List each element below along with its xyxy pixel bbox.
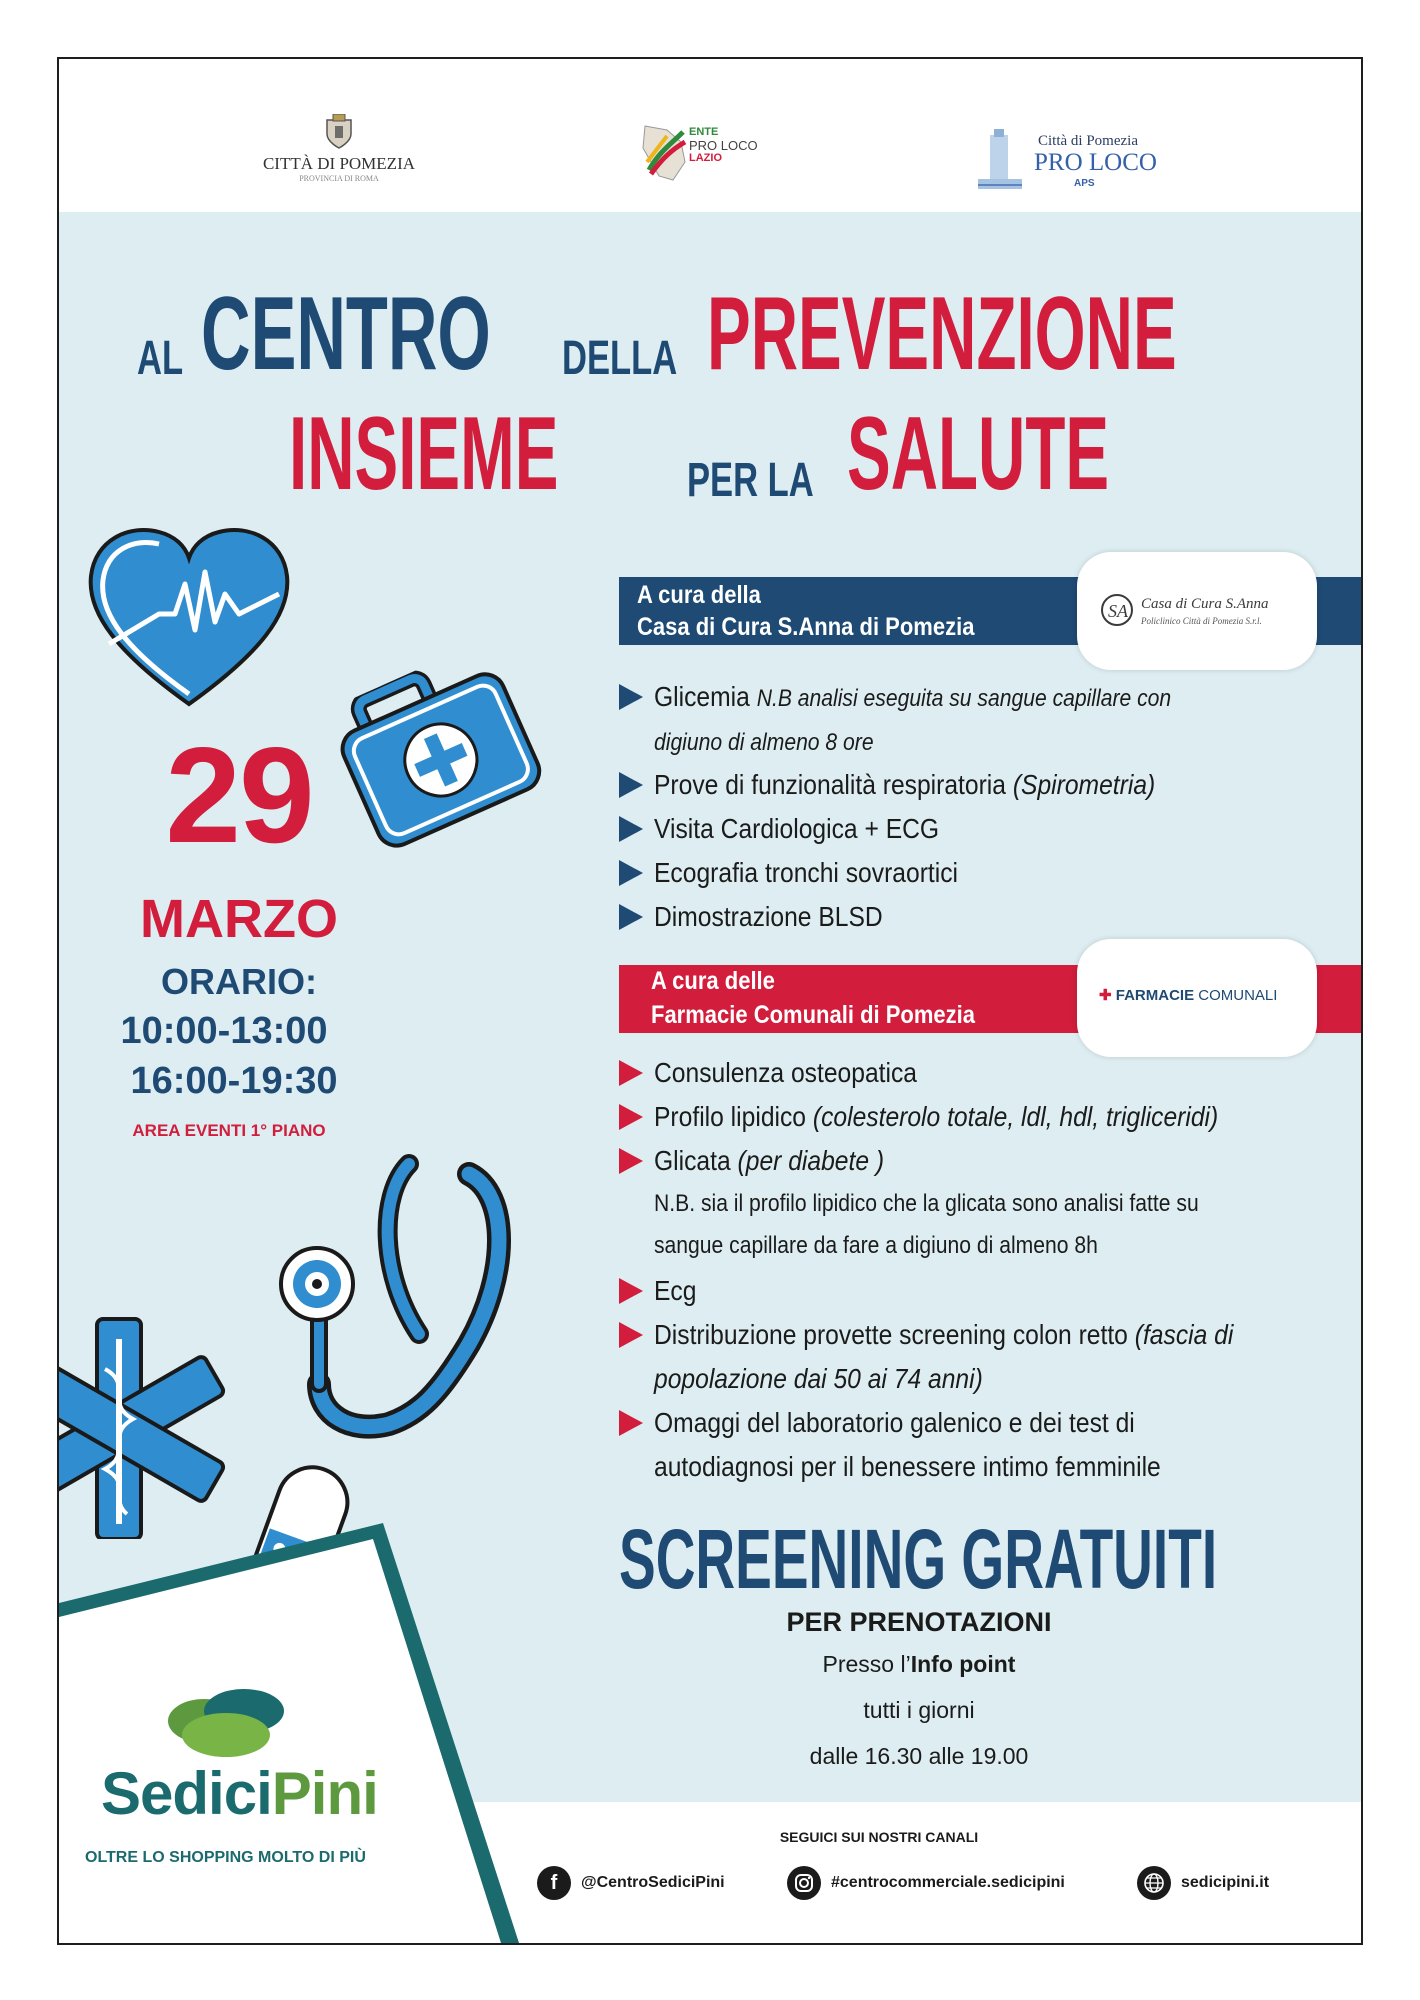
follow-us-label: SEGUICI SUI NOSTRI CANALI [779, 1829, 979, 1845]
time-slot-1: 10:00-13:00 [120, 1010, 328, 1052]
logo2-line1: ENTE [689, 126, 719, 138]
list-item: autodiagnosi per il benessere intimo femminile [654, 1451, 1161, 1482]
logo3-line1: Città di Pomezia [1038, 133, 1138, 149]
orario-label: ORARIO: [161, 961, 317, 1002]
headline-della: DELLA [562, 332, 678, 385]
pharmacy-cross-icon: ✚ [1099, 987, 1112, 1004]
farmacie-comunali-logo-badge [1077, 939, 1317, 1057]
list-item: Distribuzione provette screening colon retto (fascia di [654, 1319, 1234, 1350]
event-month: MARZO [140, 889, 338, 949]
bullet-icon [619, 904, 643, 930]
section2-note-line1: N.B. sia il profilo lipidico che la glicata sono analisi fatte su [654, 1190, 1199, 1217]
brand-name-b: Pini [271, 1760, 378, 1827]
logo-pro-loco-pomezia [974, 129, 1174, 199]
website-url: sedicipini.it [1181, 1874, 1270, 1891]
area-eventi: AREA EVENTI 1° PIANO [132, 1121, 326, 1140]
headline-centro: CENTRO [201, 276, 491, 392]
instagram-handle: #centrocommerciale.sedicipini [831, 1874, 1065, 1891]
headline-al: AL [137, 332, 184, 385]
booking-where: Presso l’Info point [822, 1651, 1016, 1677]
headline-salute: SALUTE [847, 396, 1110, 512]
list-item: Glicata (per diabete ) [654, 1145, 885, 1176]
facebook-link[interactable] [537, 1866, 725, 1900]
lazio-map-icon [637, 122, 693, 184]
casa-di-cura-monogram-icon [1099, 592, 1135, 628]
poster [57, 57, 1363, 1945]
list-item: Dimostrazione BLSD [654, 901, 883, 932]
brand-name [101, 1759, 378, 1828]
heart-ecg-icon [79, 514, 299, 714]
bullet-icon [619, 1060, 643, 1086]
list-item: Consulenza osteopatica [654, 1057, 918, 1088]
logo2-line2: PRO LOCO [689, 138, 758, 153]
brand-diagonal-panel [59, 1523, 579, 1943]
time-slot-2: 16:00-19:30 [130, 1060, 338, 1102]
bullet-icon [619, 816, 643, 842]
logo3-line2: PRO LOCO [1034, 149, 1157, 176]
bullet-icon [619, 772, 643, 798]
headline-per-la: PER LA [687, 454, 814, 507]
list-item: Ecografia tronchi sovraortici [654, 857, 959, 888]
section1-line2: Casa di Cura S.Anna di Pomezia [637, 613, 975, 641]
website-link[interactable] [1137, 1866, 1269, 1900]
section2-note-line2: sangue capillare da fare a digiuno di almeno 8h [654, 1232, 1098, 1259]
logo1-title: CITTÀ DI POMEZIA [262, 154, 416, 173]
list-item: Glicemia N.B analisi eseguita su sangue capillare con [654, 681, 1172, 712]
globe-icon [1137, 1866, 1171, 1900]
booking-label: PER PRENOTAZIONI [786, 1607, 1052, 1637]
farmacie-badge-a: FARMACIE [1115, 987, 1195, 1004]
section1-line1: A cura della [637, 581, 761, 609]
facebook-icon: f [537, 1866, 571, 1900]
crest-icon [324, 114, 354, 150]
facebook-handle: @CentroSediciPini [581, 1874, 725, 1891]
logo-citta-di-pomezia [239, 114, 439, 194]
booking-days: tutti i giorni [863, 1697, 975, 1723]
casa-di-cura-logo-badge [1077, 552, 1317, 670]
logo2-line3: LAZIO [689, 152, 722, 164]
list-item: Omaggi del laboratorio galenico e dei test di [654, 1407, 1135, 1438]
logo3-line3: APS [1074, 178, 1095, 189]
headline-prevenzione: PREVENZIONE [707, 276, 1177, 392]
brand-tagline: OLTRE LO SHOPPING MOLTO DI PIÙ [85, 1849, 366, 1866]
section2-line1: A cura delle [651, 967, 775, 995]
list-item: Profilo lipidico (colesterolo totale, ldl, hdl, trigliceridi) [654, 1101, 1219, 1132]
bullet-icon [619, 1278, 643, 1304]
farmacie-badge-b: COMUNALI [1198, 987, 1278, 1004]
screening-title: SCREENING GRATUITI [619, 1512, 1218, 1606]
svg-text:SA: SA [1108, 601, 1128, 621]
bullet-icon [619, 1410, 643, 1436]
tree-logo-icon [164, 1685, 294, 1765]
bullet-icon [619, 1104, 643, 1130]
bullet-icon [619, 684, 643, 710]
booking-hours: dalle 16.30 alle 19.00 [809, 1743, 1029, 1769]
logo-ente-pro-loco-lazio [637, 122, 777, 192]
list-item: digiuno di almeno 8 ore [654, 729, 874, 756]
star-of-life-icon [59, 1299, 259, 1539]
list-item: Ecg [654, 1275, 697, 1306]
section2-line2: Farmacie Comunali di Pomezia [651, 1001, 975, 1029]
logo1-subtitle: PROVINCIA DI ROMA [299, 174, 379, 183]
tower-icon [974, 129, 1026, 191]
bullet-icon [619, 1148, 643, 1174]
list-item: Visita Cardiologica + ECG [654, 813, 940, 844]
list-item: popolazione dai 50 ai 74 anni) [654, 1363, 983, 1394]
bullet-icon [619, 860, 643, 886]
brand-name-a: Sedici [101, 1760, 272, 1827]
event-day: 29 [165, 719, 313, 871]
bullet-icon [619, 1322, 643, 1348]
list-item: Prove di funzionalità respiratoria (Spirometria) [654, 769, 1156, 800]
instagram-link[interactable] [787, 1866, 1065, 1900]
casa-di-cura-badge-title: Casa di Cura S.Anna [1141, 596, 1269, 612]
casa-di-cura-badge-sub: Policlinico Città di Pomezia S.r.l. [1141, 616, 1262, 626]
headline-insieme: INSIEME [289, 396, 559, 512]
instagram-icon [787, 1866, 821, 1900]
info-point-label: Info point [910, 1651, 1016, 1677]
